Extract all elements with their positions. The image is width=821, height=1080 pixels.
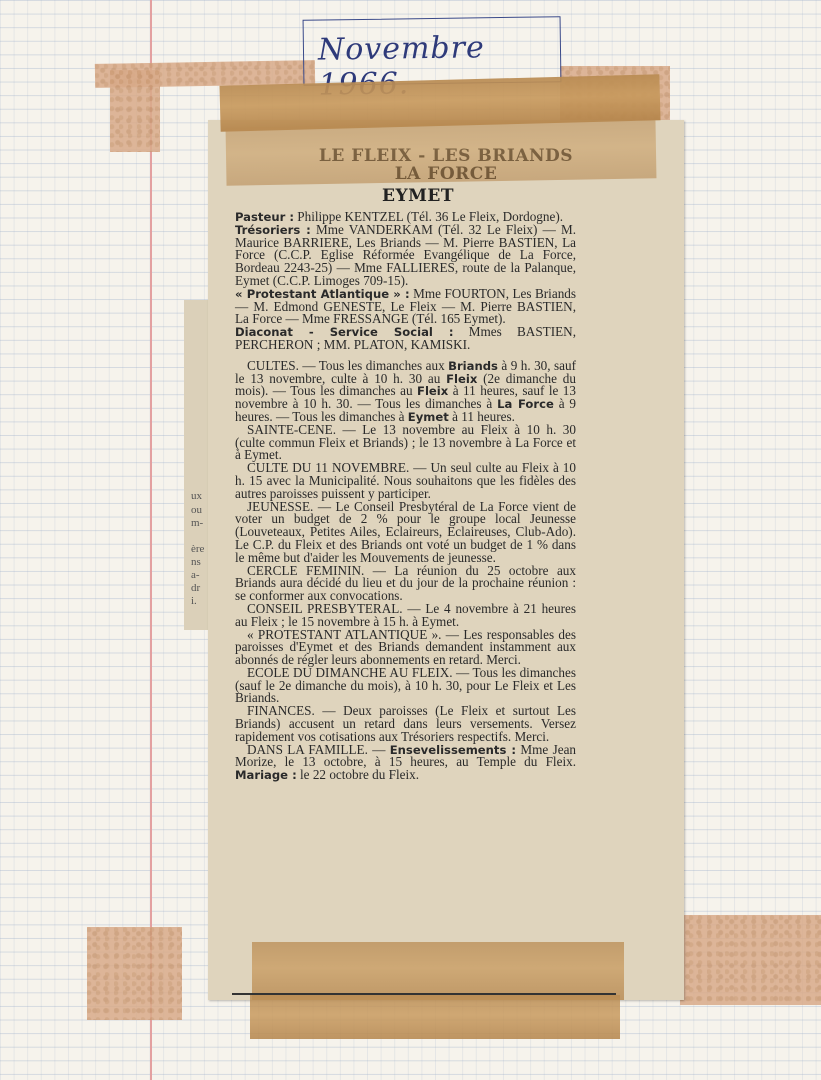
tape-top-heading [226, 120, 657, 185]
diaconat-text: Mmes BASTIEN, PERCHERON ; MM. PLATON, KAMISKI. [235, 324, 576, 352]
old-tape-bottom-left [87, 927, 182, 1020]
cultes-text: à 11 heures, sauf le 13 novembre à 10 h. 30. — Tous les dimanches à [235, 383, 576, 412]
pasteur-text: Philippe KENTZEL (Tél. 36 Le Fleix, Dordogne). [297, 209, 564, 224]
clipping-body [235, 211, 576, 782]
conseil-paragraph: CONSEIL PRESBYTERAL. — Le 4 novembre à 21 heures au Fleix ; le 15 novembre à 15 h. à Eymet. [235, 600, 576, 629]
finances-paragraph: FINANCES. — Deux paroisses (Le Fleix et surtout Les Briands) accusent un retard dans leurs versements. Versez rapidement vos cotisations aux Trésoriers respectifs. Merci. [235, 703, 576, 744]
fragment-text: ux [191, 490, 202, 502]
handwritten-date: Novembre [317, 30, 485, 68]
fragment-text: m- [191, 517, 204, 529]
clipping-header-line3: EYMET [381, 186, 455, 206]
tresoriers-text: Mme VANDERKAM (Tél. 32 Le Fleix) — M. Maurice BARRIERE, Les Briands — M. Pierre BASTIEN, La Force (C.C.P. Eglise Réformée Evangélique de La Force, Bordeau 2243-25) — Mme FALLIERES, route de la Palanque, Eymet (C.C.P. Limoges 709-15). [235, 221, 576, 288]
cultes-place: Fleix [446, 371, 478, 386]
fragment-text: ou [191, 504, 202, 516]
fragment-text: ns [191, 556, 201, 568]
famille-label: Mariage : [235, 768, 297, 783]
diaconat-label: Diaconat - Service Social : [235, 325, 454, 340]
cultes-text: à 11 heures. [452, 408, 515, 424]
jeunesse-paragraph: JEUNESSE. — Le Conseil Presbytéral de La Force vient de voter un budget de 2 % pour le groupe local Jeunesse (Louveteaux, Petites Ailes, Eclaireurs, Eclaireuses, Club-Ado). Le C.P. du Fleix et des Briands ont voté un budget de 1 % dans le même but d'aider les Mouvements de jeunesse. [235, 498, 576, 565]
fragment-text: ère [191, 543, 205, 555]
cultes-text: à 9 h. 30, sauf le 13 novembre, culte à 10 h. 30 au [235, 357, 576, 386]
protestant-atlantique-text: Mme FOURTON, Les Briands — M. Edmond GENESTE, Le Fleix — M. Pierre BASTIEN, La Force — Mme FRESSANGE (Tél. 165 Eymet). [235, 285, 577, 327]
margin-line [150, 0, 152, 1080]
famille-label: Ensevelissements : [389, 742, 517, 757]
cultes-text: (2e dimanche du mois). — Tous les dimanches au [235, 370, 576, 399]
famille-text: Mme Jean Morize, le 13 octobre, à 15 heures, au Temple du Fleix. [235, 741, 577, 770]
tape-bottom-lower [250, 995, 620, 1039]
cultes-place: La Force [497, 397, 554, 412]
handwritten-date-box [303, 16, 562, 86]
famille-text: le 22 octobre du Fleix. [300, 767, 420, 783]
cercle-feminin-paragraph: CERCLE FEMININ. — La réunion du 25 octobre aux Briands aura décidé du lieu et du jour de la prochaine réunion : se conformer aux convocations. [235, 562, 576, 604]
culte-11-novembre-paragraph: CULTE DU 11 NOVEMBRE. — Un seul culte au Fleix à 10 h. 15 avec la Municipalité. Nous souhaitons que les fidèles des autres paroisses puissent y participer. [235, 460, 576, 501]
ecole-paragraph: ECOLE DU DIMANCHE AU FLEIX. — Tous les dimanches (sauf le 2e dimanche du mois), à 10 h. 30, pour Le Fleix et Les Briands. [235, 664, 576, 706]
protestant-atlantique-label: « Protestant Atlantique » : [235, 286, 410, 301]
protestant-atlantique-paragraph: « PROTESTANT ATLANTIQUE ». — Les responsables des paroisses d'Eymet et des Briands demandent instamment aux abonnés de régler leurs abonnements en retard. Merci. [235, 626, 576, 668]
old-tape-left-vertical [110, 70, 160, 152]
cultes-text: CULTES. — Tous les dimanches aux [247, 357, 445, 373]
sainte-cene-paragraph: SAINTE-CENE. — Le 13 novembre au Fleix à 10 h. 30 (culte commun Fleix et Briands) ; le 13 novembre à La Force et à Eymet. [235, 421, 576, 463]
famille-text: DANS LA FAMILLE. — [247, 741, 386, 757]
tresoriers-label: Trésoriers : [235, 222, 311, 237]
tape-bottom [252, 942, 624, 1000]
fragment-text: i. [191, 595, 197, 607]
cultes-place: Briands [448, 358, 498, 373]
cultes-place: Fleix [417, 384, 449, 399]
old-tape-bottom-right [680, 915, 821, 1005]
cultes-place: Eymet [407, 409, 449, 424]
bottom-rule [232, 993, 616, 995]
pasteur-label: Pasteur : [235, 210, 294, 224]
fragment-text: dr [191, 582, 201, 594]
fragment-text: a- [191, 569, 200, 581]
cultes-text: à 9 heures. — Tous les dimanches à [235, 396, 577, 424]
